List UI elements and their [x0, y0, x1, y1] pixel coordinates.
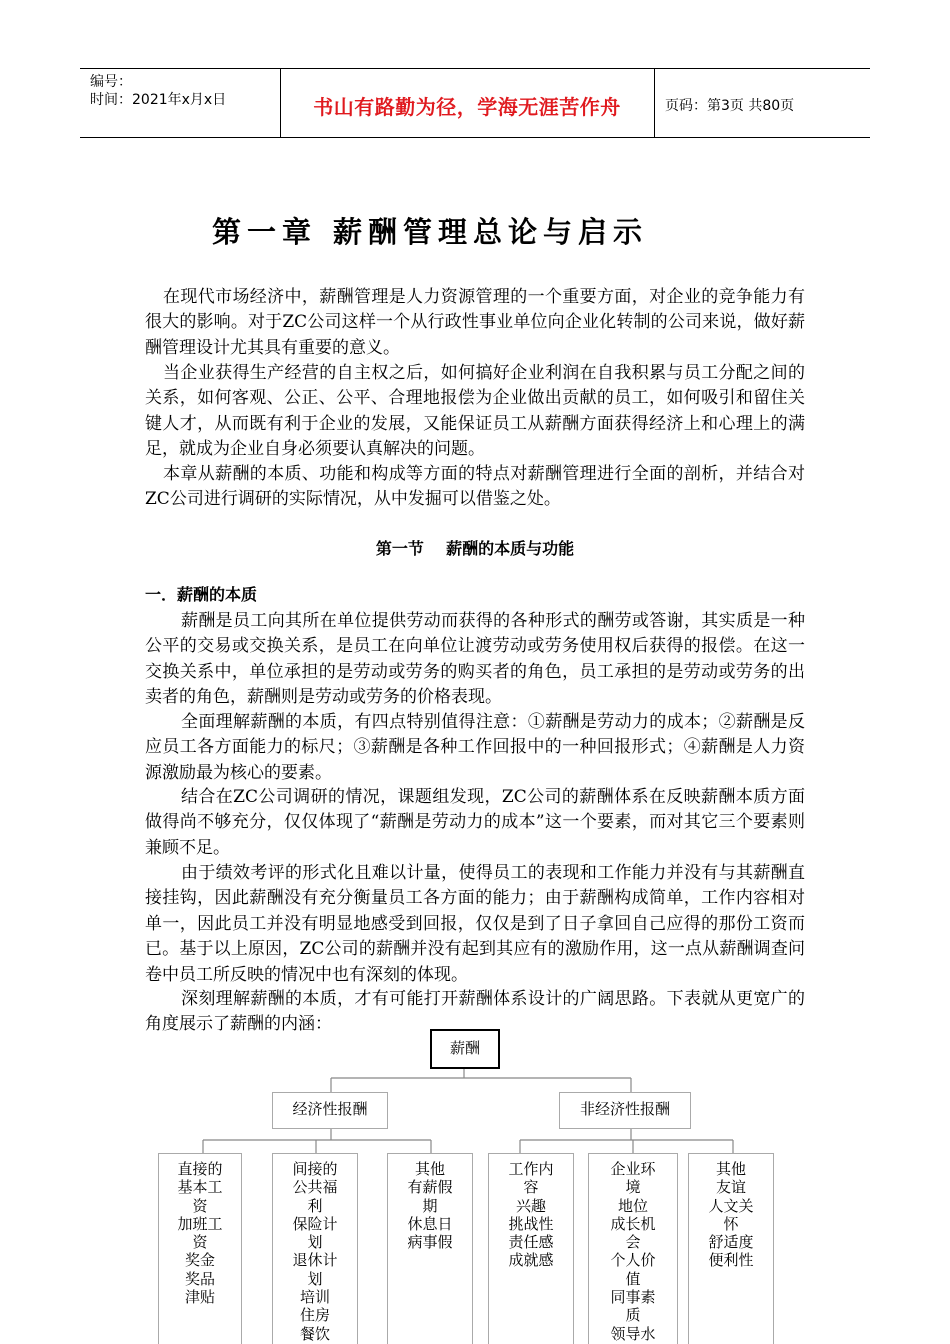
leaf-line: 公共福 — [292, 1178, 338, 1197]
leaf-indirect-pay — [272, 1153, 358, 1344]
leaf-line: 会 — [625, 1233, 641, 1252]
header-motto: 书山有路勤为径，学海无涯苦作舟 — [313, 95, 621, 119]
header-page-cell — [655, 69, 870, 137]
leaf-line: 领导水 — [610, 1324, 656, 1343]
header-motto-cell — [280, 69, 655, 137]
diagram-branch-noneconomic: 非经济性报酬 — [559, 1092, 691, 1129]
leaf-line: 退休计 — [292, 1251, 338, 1270]
leaf-line: 责任感 — [508, 1233, 554, 1252]
intro-paragraph-2: 当企业获得生产经营的自主权之后，如何搞好企业利润在自我积累与员工分配之间的关系，如何客观、公正、公平、合理地报偿为企业做出贡献的员工，如何吸引和留住关键人才，从而既有利于企业的发展，又能保证员工从薪酬方面获得经济上和心理上的满足，就成为企业自身必须要认真解决的问题。 — [145, 363, 805, 460]
body-paragraph-4: 由于绩效考评的形式化且难以计量，使得员工的表现和工作能力并没有与其薪酬直接挂钩，因此薪酬没有充分衡量员工各方面的能力；由于薪酬构成简单，工作内容相对单一，因此员工并没有明显地感受到回报，仅仅是到了日子拿回自己应得的那份工资而已。基于以上原因，ZC公司的薪酬并没有起到其应有的激励作用，这一点从薪酬调查问卷中员工所反映的情况中也有深刻的体现。 — [145, 863, 805, 985]
diagram-root-pay: 薪酬 — [430, 1029, 500, 1069]
body-paragraph-1: 薪酬是员工向其所在单位提供劳动而获得的各种形式的酬劳或答谢，其实质是一种公平的交易或交换关系，是员工在向单位让渡劳动或劳务使用权后获得的报偿。在这一交换关系中，单位承担的是劳动或劳务的购买者的角色，员工承担的是劳动或劳务的出卖者的角色，薪酬则是劳动或劳务的价格表现。 — [145, 611, 805, 708]
leaf-other-economic — [387, 1153, 473, 1344]
leaf-job-content — [488, 1153, 574, 1344]
leaf-line: 保险计 — [292, 1214, 338, 1233]
leaf-line: 值 — [625, 1269, 641, 1288]
leaf-line: 成就感 — [508, 1251, 554, 1270]
leaf-line: 工作内 — [508, 1160, 554, 1178]
leaf-line: 怀 — [723, 1214, 739, 1233]
document-date-label: 时间：2021年x月x日 — [90, 92, 227, 108]
leaf-line: 直接的 — [177, 1160, 223, 1178]
leaf-line: 有薪假 — [407, 1178, 453, 1197]
leaf-line: 划 — [307, 1233, 323, 1252]
chapter-title: 第一章 薪酬管理总论与启示 — [211, 215, 649, 249]
subheading-nature-of-pay: 一．薪酬的本质 — [145, 585, 258, 604]
page-number-info: 页码：第3页 共80页 — [665, 98, 795, 114]
leaf-line: 休息日 — [407, 1214, 453, 1233]
leaf-line: 划 — [307, 1269, 323, 1288]
leaf-line: 友谊 — [715, 1178, 746, 1197]
document-number-label: 编号： — [90, 74, 132, 90]
section-title: 第一节 薪酬的本质与功能 — [375, 539, 575, 558]
leaf-line: 基本工 — [177, 1178, 223, 1197]
body-paragraph-3: 结合在ZC公司调研的情况，课题组发现，ZC公司的薪酬体系在反映薪酬本质方面做得尚不够充分，仅仅体现了“薪酬是劳动力的成本”这一个要素，而对其它三个要素则兼顾不足。 — [145, 787, 805, 858]
intro-paragraph-3: 本章从薪酬的本质、功能和构成等方面的特点对薪酬管理进行全面的剖析，并结合对ZC公司进行调研的实际情况，从中发掘可以借鉴之处。 — [145, 464, 805, 510]
header-meta-cell — [80, 69, 281, 137]
leaf-line: 资 — [192, 1196, 208, 1215]
body-paragraph-2: 全面理解薪酬的本质，有四点特别值得注意：①薪酬是劳动力的成本；②薪酬是反应员工各方面能力的标尺；③薪酬是各种工作回报中的一种回报形式；④薪酬是人力资源激励最为核心的要素。 — [145, 712, 805, 783]
page-header — [80, 68, 870, 138]
leaf-line: 舒适度 — [708, 1233, 754, 1252]
leaf-line: 人文关 — [708, 1196, 754, 1215]
leaf-line: 利 — [307, 1196, 323, 1215]
leaf-line: 病事假 — [407, 1233, 453, 1252]
leaf-line: 企业环 — [610, 1160, 656, 1178]
leaf-line: 其他 — [414, 1160, 445, 1178]
leaf-line: 加班工 — [177, 1214, 223, 1233]
leaf-line: 住房 — [299, 1306, 330, 1325]
leaf-line: 其他 — [715, 1160, 746, 1178]
leaf-line: 质 — [625, 1306, 641, 1325]
leaf-other-noneconomic — [688, 1153, 774, 1344]
leaf-line: 兴趣 — [515, 1196, 546, 1215]
leaf-line: 间接的 — [292, 1160, 338, 1178]
leaf-line: 境 — [625, 1178, 641, 1197]
intro-paragraph-1: 在现代市场经济中，薪酬管理是人力资源管理的一个重要方面，对企业的竞争能力有很大的影响。对于ZC公司这样一个从行政性事业单位向企业化转制的公司来说，做好薪酬管理设计尤其具有重要的意义。 — [145, 287, 805, 358]
leaf-line: 奖品 — [184, 1269, 215, 1288]
leaf-line: 培训 — [299, 1288, 330, 1307]
leaf-line: 同事素 — [610, 1288, 656, 1307]
leaf-line: 容 — [523, 1178, 539, 1197]
leaf-line: 期 — [422, 1196, 438, 1215]
leaf-line: 津贴 — [184, 1288, 215, 1307]
leaf-line: 奖金 — [184, 1251, 215, 1270]
leaf-line: 地位 — [617, 1196, 648, 1215]
leaf-line: 挑战性 — [508, 1214, 554, 1233]
leaf-direct-pay — [158, 1153, 242, 1344]
leaf-line: 餐饮 — [299, 1324, 330, 1343]
body-paragraph-5: 深刻理解薪酬的本质，才有可能打开薪酬体系设计的广阔思路。下表就从更宽广的角度展示了薪酬的内涵： — [145, 989, 805, 1035]
diagram-branch-economic: 经济性报酬 — [272, 1092, 388, 1129]
leaf-line: 个人价 — [610, 1251, 656, 1270]
leaf-line: 资 — [192, 1233, 208, 1252]
leaf-line: 便利性 — [708, 1251, 754, 1270]
leaf-work-environment — [588, 1153, 678, 1344]
leaf-line: 成长机 — [610, 1214, 656, 1233]
